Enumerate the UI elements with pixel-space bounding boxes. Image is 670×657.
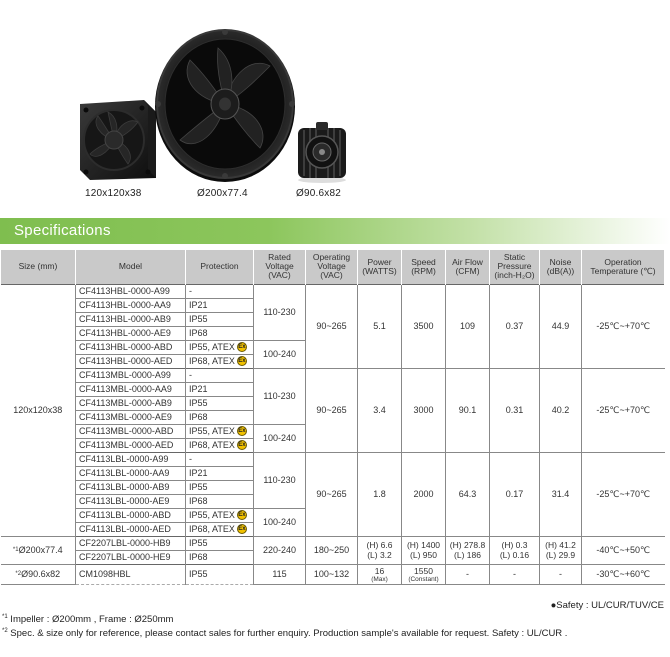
protection-cell: IP68, ATEX Ex [186, 438, 254, 452]
table-row [1, 284, 665, 298]
airflow-cell: - [446, 564, 490, 584]
noise-cell: 31.4 [540, 452, 582, 536]
fan-120-image [78, 98, 158, 182]
header-protection: Protection [186, 250, 254, 284]
atex-icon: Ex [238, 442, 246, 449]
power-cell: 5.1 [358, 284, 402, 368]
model-cell: CF4113LBL-0000-ABD [76, 508, 186, 522]
pressure-cell: (H) 0.3 (L) 0.16 [490, 536, 540, 564]
atex-icon: Ex [238, 358, 246, 365]
protection-cell: IP55 [186, 312, 254, 326]
table-row [1, 368, 665, 382]
protection-cell: IP68, ATEX Ex [186, 522, 254, 536]
protection-cell: IP55 [186, 396, 254, 410]
model-cell: CF4113HBL-0000-ABD [76, 340, 186, 354]
caption-fan-120: 120x120x38 [85, 188, 142, 199]
model-cell: CF4113LBL-0000-A99 [76, 452, 186, 466]
airflow-cell: 109 [446, 284, 490, 368]
footnote-1: $^{*1}$ Impeller : Ø200mm , Frame : Ø250mm [2, 614, 174, 625]
model-cell: CM1098HBL [76, 564, 186, 584]
header-speed: Speed (RPM) [402, 250, 446, 284]
speed-cell: 2000 [402, 452, 446, 536]
safety-note: ●Safety : UL/CUR/TUV/CE [550, 600, 664, 611]
protection-cell: IP68 [186, 410, 254, 424]
noise-cell: 40.2 [540, 368, 582, 452]
header-size: Size (mm) [1, 250, 76, 284]
protection-cell: IP68 [186, 550, 254, 564]
specifications-section-bar [0, 218, 670, 244]
table-row [1, 564, 665, 584]
rated-voltage-cell: 220-240 [254, 536, 306, 564]
power-cell: (H) 6.6 (L) 3.2 [358, 536, 402, 564]
power-cell: 1.8 [358, 452, 402, 536]
temperature-cell: -40℃~+50℃ [582, 536, 665, 564]
protection-cell: IP55 [186, 564, 254, 584]
table-header-row [1, 250, 665, 284]
caption-fan-200: Ø200x77.4 [197, 188, 248, 199]
header-operation-temperature: Operation Temperature (℃) [582, 250, 665, 284]
protection-cell: - [186, 452, 254, 466]
model-cell: CF2207LBL-0000-HE9 [76, 550, 186, 564]
airflow-cell: 90.1 [446, 368, 490, 452]
header-static-pressure: Static Pressure (inch-H₂O) [490, 250, 540, 284]
protection-cell: IP21 [186, 466, 254, 480]
operating-voltage-cell: 90~265 [306, 284, 358, 368]
spec-table-body [1, 284, 665, 536]
protection-cell: IP21 [186, 382, 254, 396]
protection-cell: IP68 [186, 494, 254, 508]
size-cell-120: 120x120x38 [1, 284, 76, 536]
model-cell: CF4113LBL-0000-AB9 [76, 480, 186, 494]
header-air-flow: Air Flow (CFM) [446, 250, 490, 284]
operating-voltage-cell: 90~265 [306, 368, 358, 452]
protection-cell: IP55 [186, 536, 254, 550]
atex-icon: Ex [238, 428, 246, 435]
model-cell: CF4113HBL-0000-A99 [76, 284, 186, 298]
protection-cell: - [186, 284, 254, 298]
power-cell: 3.4 [358, 368, 402, 452]
airflow-cell: (H) 278.8 (L) 186 [446, 536, 490, 564]
model-cell: CF4113HBL-0000-AB9 [76, 312, 186, 326]
rated-voltage-cell: 110-230 [254, 368, 306, 424]
size-cell-200: $^{*1}$Ø200x77.4 [1, 536, 76, 564]
protection-cell: IP55, ATEX Ex [186, 508, 254, 522]
pressure-cell: 0.37 [490, 284, 540, 368]
caption-motor-90: Ø90.6x82 [296, 188, 341, 199]
header-power: Power (WATTS) [358, 250, 402, 284]
temperature-cell: -30℃~+60℃ [582, 564, 665, 584]
operating-voltage-cell: 90~265 [306, 452, 358, 536]
model-cell: CF4113LBL-0000-AA9 [76, 466, 186, 480]
model-cell: CF4113MBL-0000-ABD [76, 424, 186, 438]
size-cell-90: $^{*2}$Ø90.6x82 [1, 564, 76, 584]
model-cell: CF4113MBL-0000-AA9 [76, 382, 186, 396]
noise-cell: - [540, 564, 582, 584]
spec-table [0, 250, 665, 585]
model-cell: CF4113MBL-0000-AB9 [76, 396, 186, 410]
rated-voltage-cell: 100-240 [254, 340, 306, 368]
rated-voltage-cell: 115 [254, 564, 306, 584]
model-cell: CF4113LBL-0000-AE9 [76, 494, 186, 508]
rated-voltage-cell: 100-240 [254, 424, 306, 452]
model-cell: CF2207LBL-0000-HB9 [76, 536, 186, 550]
product-images [0, 0, 670, 205]
protection-cell: IP68 [186, 326, 254, 340]
protection-cell: - [186, 368, 254, 382]
pressure-cell: 0.17 [490, 452, 540, 536]
operating-voltage-cell: 180~250 [306, 536, 358, 564]
noise-cell: (H) 41.2 (L) 29.9 [540, 536, 582, 564]
pressure-cell: - [490, 564, 540, 584]
power-cell: 16 (Max) [358, 564, 402, 584]
header-operating-voltage: Operating Voltage (VAC) [306, 250, 358, 284]
protection-cell: IP21 [186, 298, 254, 312]
noise-cell: 44.9 [540, 284, 582, 368]
table-row [1, 536, 665, 550]
model-cell: CF4113MBL-0000-A99 [76, 368, 186, 382]
operating-voltage-cell: 100~132 [306, 564, 358, 584]
model-cell: CF4113HBL-0000-AE9 [76, 326, 186, 340]
temperature-cell: -25℃~+70℃ [582, 368, 665, 452]
model-cell: CF4113LBL-0000-AED [76, 522, 186, 536]
model-cell: CF4113MBL-0000-AE9 [76, 410, 186, 424]
airflow-cell: 64.3 [446, 452, 490, 536]
temperature-cell: -25℃~+70℃ [582, 452, 665, 536]
protection-cell: IP55, ATEX Ex [186, 424, 254, 438]
footnote-2: $^{*2}$ Spec. & size only for reference, please contact sales for further enquiry. Production sample's available for request. Safety : UL/CUR . [2, 628, 568, 639]
section-title: Specifications [14, 222, 111, 239]
speed-cell: 1550 (Constant) [402, 564, 446, 584]
rated-voltage-cell: 110-230 [254, 284, 306, 340]
rated-voltage-cell: 100-240 [254, 508, 306, 536]
fan-200-image [152, 22, 298, 184]
speed-cell: (H) 1400 (L) 950 [402, 536, 446, 564]
model-cell: CF4113MBL-0000-AED [76, 438, 186, 452]
rated-voltage-cell: 110-230 [254, 452, 306, 508]
header-rated-voltage: Rated Voltage (VAC) [254, 250, 306, 284]
speed-cell: 3000 [402, 368, 446, 452]
model-cell: CF4113HBL-0000-AA9 [76, 298, 186, 312]
temperature-cell: -25℃~+70℃ [582, 284, 665, 368]
model-cell: CF4113HBL-0000-AED [76, 354, 186, 368]
atex-icon: Ex [238, 344, 246, 351]
motor-90-image [292, 120, 352, 184]
header-model: Model [76, 250, 186, 284]
table-row [1, 452, 665, 466]
protection-cell: IP55, ATEX Ex [186, 340, 254, 354]
header-noise: Noise (dB(A)) [540, 250, 582, 284]
speed-cell: 3500 [402, 284, 446, 368]
protection-cell: IP55 [186, 480, 254, 494]
atex-icon: Ex [238, 512, 246, 519]
pressure-cell: 0.31 [490, 368, 540, 452]
protection-cell: IP68, ATEX Ex [186, 354, 254, 368]
atex-icon: Ex [238, 526, 246, 533]
